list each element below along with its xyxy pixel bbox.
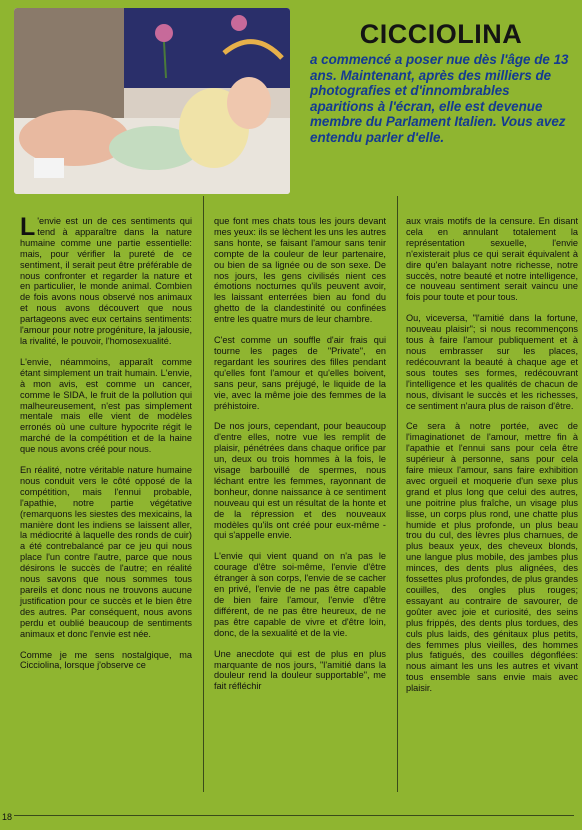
paragraph: Ou, viceversa, "l'amitié dans la fortune, nouveau plaisir"; si nous recommençons tous à faire l'amour publiquement et à nous embrasser sur les places, redécouvrant la beauté à chaque age et sous toutes ses formes, redécouvrant l'intelligence et les qualités de chacun de nous, divisant le succès et les richesses, ce sentiment n'aura plus de raison d'être.	[406, 313, 578, 411]
paragraph: En réalité, notre véritable nature humaine nous conduit vers le côté opposé de la compétition, mais l'ennui probable, l'apathie, notre partie végétative (remarquons les siestes des mexicains, la manière dont les indiens se laissent aller, la médiocrité à laquelle des ronds de cuir) a été contrebalancé par ce jeu qui nous place l'un contre l'autre, parce que nous désirons le succès de l'autre; en réalité nous savons que nous sommes tous pareils et donc nous ne trouvons aucune justification pour ce succès et le bien être des autres. Par conséquent, nous avons perdu et oublié beaucoup de sentiments animaux et donc l'envie est née.	[20, 465, 192, 639]
drop-cap: L	[20, 213, 36, 241]
article-body	[20, 213, 578, 806]
bottom-rule	[14, 815, 574, 816]
paragraph: que font mes chats tous les jours devant mes yeux: ils se lèchent les uns les autres sans honte, se faisant l'amour sans tenir compte de la couleur de leur partenaire, ou bien de sa lignée ou de son sexe. De nos jours, les gens civilisés nient ces émotions nocturnes qu'ils peuvent avoir, les laissant enterrées bien au fond du ghetto de la clandestinité ou confinées entre les quatre murs de leur chambre.	[214, 216, 386, 325]
paragraph-text: 'envie est un de ces sentiments qui tend à apparaître dans la nature humaine comme une partie essentielle: mais, pour vérifier la pureté de ce sentiment, il serait peut être préférable de nous confronter et regarder la nature et en particulier, le monde animal. Combien de fois avons nous observé nos animaux et nous avons découvert que nous partageons avec eux certains sentiments: l'amour pour notre progéniture, la jalousie, la rivalité, le pouvoir, l'homosexualité.	[20, 216, 192, 346]
photo-illustration	[14, 8, 290, 194]
column-3	[406, 216, 578, 806]
paragraph: L'envie, néammoins, apparaît comme étant simplement un trait humain. L'envie, à mon avis, est comme un cancer, comme le SIDA, le fruit de la pollution qui malheureusement, n'est pas simplement mentale mais elle vient de modèles erronés où une culture hypocrite régit le marché de la compétition et de la haine que nous avons créé pour nous.	[20, 356, 192, 455]
column-1	[20, 213, 192, 806]
column-2	[214, 216, 386, 806]
paragraph: Ce sera à notre portée, avec de l'imaginationet de l'amour, mettre fin à l'apathie et l'ennui sans pour cela être supérieur à personne, sans pour cela faire mieux l'amour, sans faire exhibition avec orgueil et moquerie d'un sexe plus grand et plus long que celui des autres, une poitrine plus fraîche, un visage plus lisse, un corps plus rond, une chatte plus humide et plus profonde, un plus beau trou du cul, des lèvres plus charnues, de plus beaux yeux, des cheveux blonds, une langue plus mobile, des jambes plus minces, des dents plus alignées, des fossettes plus profondes, de plus grandes couilles, des ongles plus rouges; essayant au contraire de savourer, de goûter avec joie et curiosité, des seins plus frippés, des dents plus tordues, des culs plus laids, des génitaux plus petits, des femmes plus vieilles, des hommes plus fatigués, des couilles dégonflées: nous aimant les uns les autres et vivant tous ensemble sans envie mais avec plaisir.	[406, 421, 578, 694]
paragraph: Une anecdote qui est de plus en plus marquante de nos jours, "l'amitié dans la douleur rend la douleur supportable", me fait réfléchir	[214, 648, 386, 692]
paragraph: C'est comme un souffle d'air frais qui tourne les pages de "Private", en regardant les sourires des filles pendant qu'elles font l'amour et qu'elles boivent, sans peur, sans préjugé, le liquide de la vie, avec la même joie des femmes de la préhistoire.	[214, 335, 386, 411]
paragraph	[20, 213, 192, 347]
paragraph: aux vrais motifs de la censure. En disant cela en annulant totalement la représentation sexuelle, l'envie n'existerait plus ce qui serait équivalent à dire qu'en balayant notre richesse, notre succès, notre beauté et notre intelligence, ce nouveau sentiment serait vaincu une fois pour toute et pour tous.	[406, 216, 578, 303]
page-number: 18	[2, 812, 13, 822]
article-header	[310, 18, 572, 145]
paragraph: L'envie qui vient quand on n'a pas le courage d'être soi-même, l'envie d'être étranger à son corps, l'envie de se cacher en privé, l'envie de ne pas être capable de bien faire l'amour, l'envie d'être différent, de ne pas être heureux, de ne pas être capable de vivre et d'être loin, donc, de la sexualité et de la vie.	[214, 551, 386, 638]
article-subtitle: a commencé a poser nue dès l'âge de 13 ans. Maintenant, après des milliers de photografies et d'innombrables aparitions à l'écran, elle est devenue membre du Parlament Italien. Vous avez entendu parler d'elle.	[310, 52, 569, 145]
paragraph: Comme je me sens nostalgique, ma Cicciolina, lorsque j'observe ce	[20, 649, 192, 671]
paragraph: De nos jours, cependant, pour beaucoup d'entre elles, notre vue les remplit de plaisir, pénétrées dans chaque orifice par un, deux ou trois hommes à la fois, le visage barbouillé de spermes, nous léchant entre les femmes, rayonnant de bonheur, donne naissance à ce sentiment nouveau qui est un résultat de la honte et de la répression et des nouveaux modèles qu'ils ont créé pour eux-même - qui s'appelle envie.	[214, 421, 386, 541]
cover-photo	[14, 8, 290, 194]
article-title: CICCIOLINA	[359, 19, 523, 49]
